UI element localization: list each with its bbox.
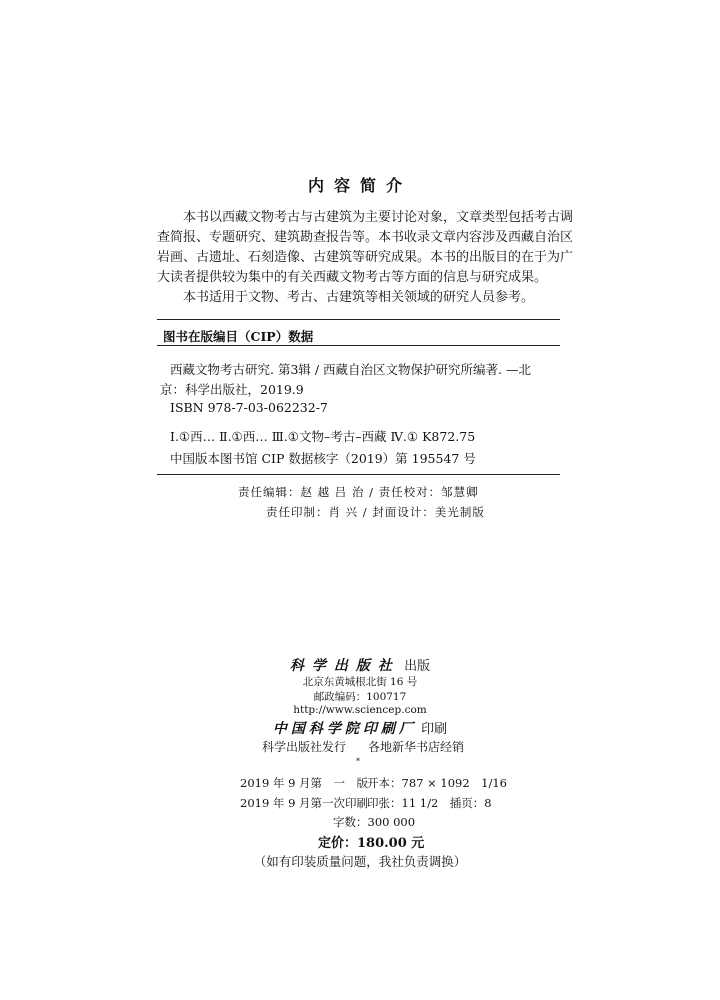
page-title: 内容简介 — [307, 176, 412, 195]
credits-production-line: 责任印制：肖 兴 / 封面设计：美光制版 — [266, 505, 485, 519]
publisher-suffix: 出版 — [404, 659, 431, 674]
divider-bottom — [157, 474, 560, 475]
separator-mark: * — [356, 757, 360, 766]
intro-paragraph-1-line-4: 大读者提供较为集中的有关西藏文物考古等方面的信息与研究成果。 — [157, 270, 548, 285]
printer-line — [0, 718, 720, 738]
intro-paragraph-2: 本书适用于文物、考古、古建筑等相关领域的研究人员参考。 — [183, 290, 535, 305]
printing: 2019 年 9 月第一次印刷 — [240, 796, 369, 810]
intro-paragraph-1-line-2: 查简报、专题研究、建筑勘查报告等。本书收录文章内容涉及西藏自治区 — [157, 230, 574, 245]
cip-record-line-2: 京：科学出版社，2019.9 — [160, 382, 304, 397]
price-label: 定价： — [318, 836, 358, 851]
format: 开本：787 × 1092 1/16 — [367, 776, 507, 790]
publisher-address: 北京东黄城根北街 16 号 — [302, 676, 418, 688]
publisher-postcode: 邮政编码：100717 — [313, 691, 407, 703]
word-count: 字数：300 000 — [333, 815, 416, 829]
publisher-url: http://www.sciencep.com — [293, 704, 427, 716]
printer-logo: 中国科学院印刷厂 — [272, 721, 417, 737]
cip-number: 中国版本图书馆 CIP 数据核字（2019）第 195547 号 — [170, 451, 476, 466]
publisher-line — [0, 655, 720, 675]
distribution-line — [262, 738, 486, 755]
intro-paragraph-1-line-1: 本书以西藏文物考古与古建筑为主要讨论对象，文章类型包括考古调 — [183, 210, 574, 225]
distributor: 各地新华书店经销 — [368, 740, 465, 754]
cip-record-line-1: 西藏文物考古研究. 第3辑 / 西藏自治区文物保护研究所编著. —北 — [170, 362, 532, 377]
price — [318, 832, 424, 851]
price-value: 180.00 元 — [357, 836, 425, 851]
cip-heading: 图书在版编目（CIP）数据 — [163, 329, 314, 344]
edition-line — [240, 775, 507, 791]
quality-note: （如有印装质量问题，我社负责调换） — [253, 854, 467, 869]
cip-isbn: ISBN 978-7-03-062232-7 — [170, 400, 328, 415]
credits-editor-line: 责任编辑：赵 越 吕 治 / 责任校对：邹慧卿 — [238, 485, 479, 499]
printer-suffix: 印刷 — [421, 722, 448, 737]
divider-top — [157, 319, 560, 320]
intro-paragraph-1-line-3: 岩画、古遗址、石刻造像、古建筑等研究成果。本书的出版目的在于为广 — [157, 250, 574, 265]
printing-line — [240, 795, 492, 811]
edition: 2019 年 9 月第 一 版 — [240, 776, 369, 790]
publisher-logo: 科学出版社 — [289, 658, 400, 674]
cip-classification: Ⅰ.①西… Ⅱ.①西… Ⅲ.①文物–考古–西藏 Ⅳ.① K872.75 — [170, 429, 476, 444]
sheets: 印张：11 1/2 插页：8 — [367, 796, 492, 810]
issuer: 科学出版社发行 — [262, 740, 347, 754]
divider-cip — [157, 345, 560, 346]
